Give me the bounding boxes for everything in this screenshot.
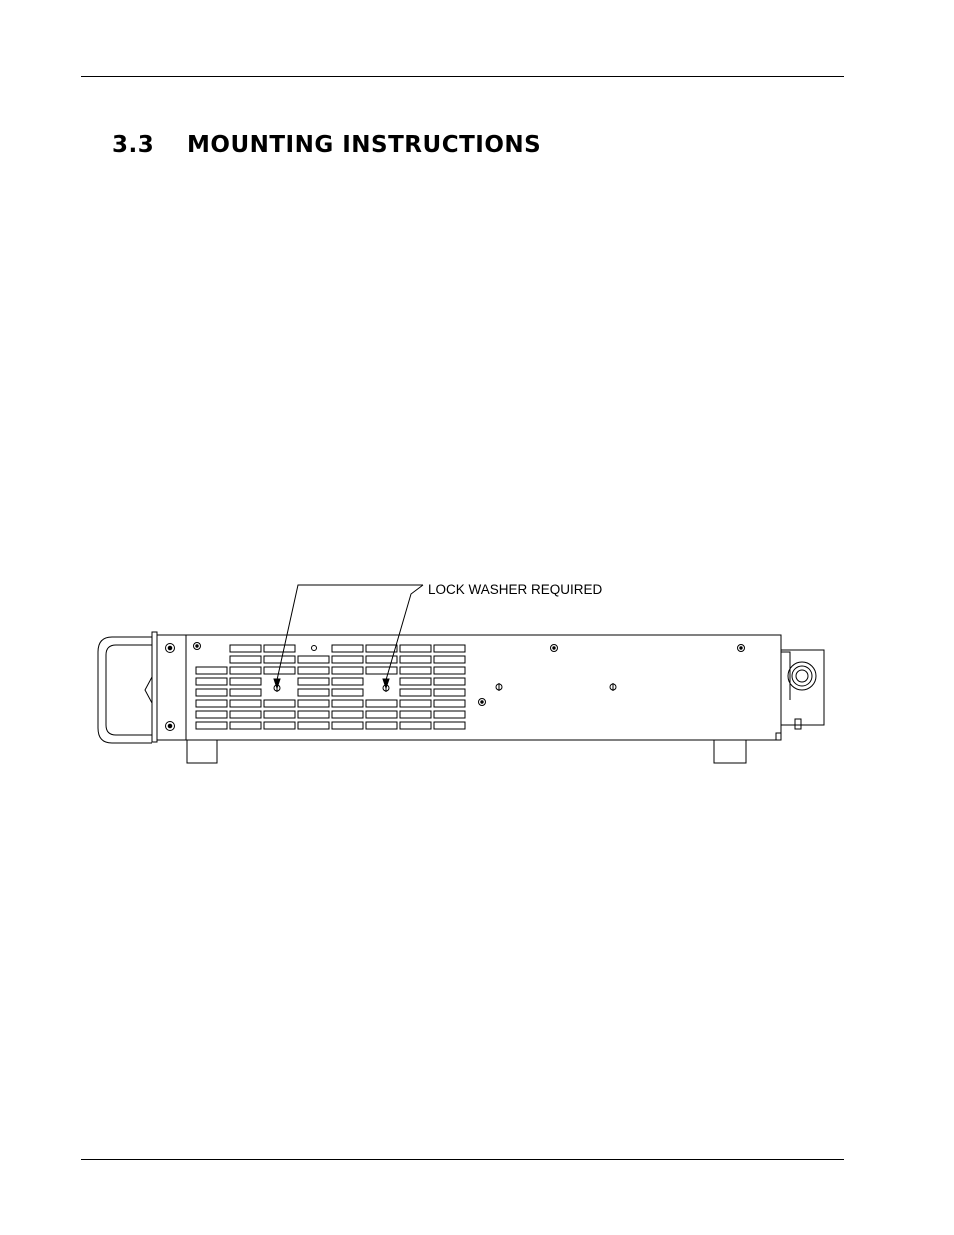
- section-title: MOUNTING INSTRUCTIONS: [187, 132, 542, 158]
- footer-rule: [81, 1159, 844, 1160]
- callout-label: LOCK WASHER REQUIRED: [428, 582, 603, 597]
- handle: [98, 637, 152, 743]
- front-panel-ear: [152, 632, 186, 742]
- rear-connector: [776, 650, 824, 740]
- chassis-body: [186, 635, 781, 740]
- ventilation-slots: [196, 645, 465, 729]
- section-number: 3.3: [112, 132, 155, 158]
- feet: [187, 740, 746, 763]
- callout-leaders: [274, 585, 423, 688]
